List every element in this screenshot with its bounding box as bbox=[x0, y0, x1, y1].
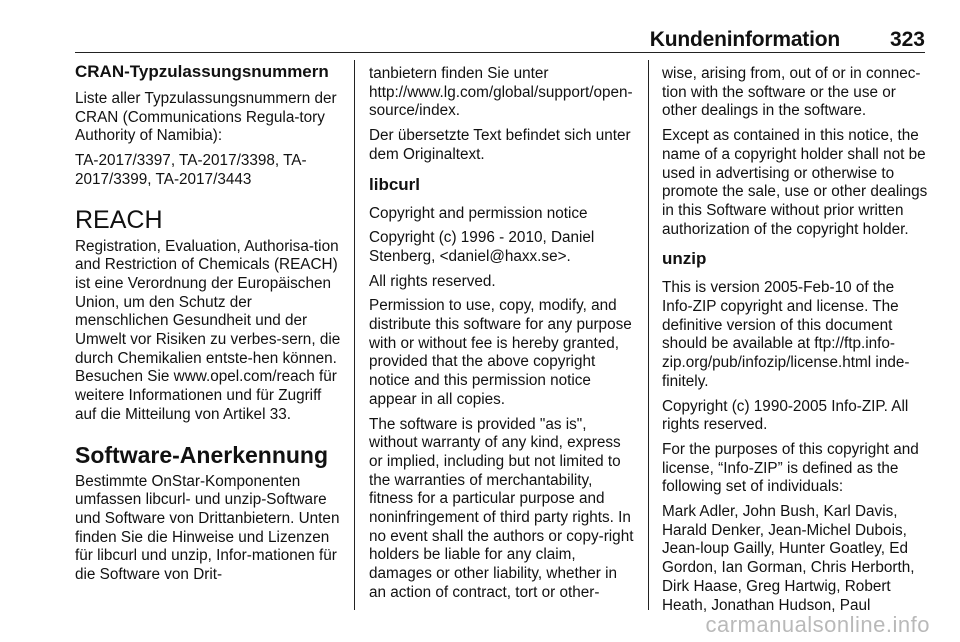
page-number: 323 bbox=[889, 28, 925, 51]
column-2 bbox=[369, 65, 634, 609]
warranty-continued: wise, arising from, out of or in connec-tion with the software or the use or other dealings in the software. bbox=[662, 65, 921, 120]
permission-paragraph: Permission to use, copy, modify, and distribute this software for any purpose with or without fee is hereby granted, provided that the above copyright notice and this permission notice appear in all copies. bbox=[369, 297, 632, 408]
software-heading: Software-Anerkennung bbox=[75, 441, 329, 468]
individuals-list: Mark Adler, John Bush, Karl Davis, Harald Denker, Jean-Michel Dubois, Jean-loup Gailly, Hunter Goatley, Ed Gordon, Ian Gorman, Chris Herborth, Dirk Haase, Greg Hartwig, Robert Heath, Jonathan Hudson, Paul bbox=[662, 503, 915, 614]
reach-paragraph: Registration, Evaluation, Authorisa-tion and Restriction of Chemicals (REACH) ist eine Verordnung der Europäischen Union, um den Schutz der menschlichen Gesundheit und der Umwelt vor Risiken zu verbes-sern, die durch Chemikalien entste-hen können. Besuchen Sie www.opel.com/reach für weitere Informationen und für Zugriff auf die Mitteilung von Artikel 33. bbox=[75, 237, 341, 423]
page-header bbox=[75, 24, 925, 52]
unzip-version: This is version 2005-Feb-10 of the Info-ZIP copyright and license. The definitive version of this document should be available at ftp://ftp.info-zip.org/pub/infozip/license.html inde-finitely. bbox=[662, 279, 910, 390]
page-title: Kundeninformation bbox=[649, 28, 840, 51]
unzip-copyright: Copyright (c) 1990-2005 Info-ZIP. All rights reserved. bbox=[662, 397, 909, 434]
column-1 bbox=[75, 60, 345, 591]
cran-numbers: TA-2017/3397, TA-2017/3398, TA-2017/3399, TA-2017/3443 bbox=[75, 152, 307, 188]
libcurl-heading: libcurl bbox=[369, 174, 421, 194]
url-paragraph: tanbietern finden Sie unter http://www.lg.com/global/support/open-source/index. bbox=[369, 65, 633, 120]
warranty-paragraph: The software is provided "as is", without warranty of any kind, express or implied, including but not limited to the warranties of merchantability, fitness for a particular purpose and noninfringement of third party rights. In no event shall the authors or copy-right holders be liable for any claim, damages or other liability, whether in an action of contract, tort or other- bbox=[369, 415, 634, 601]
purposes-paragraph: For the purposes of this copyright and license, “Info-ZIP” is defined as the following set of individuals: bbox=[662, 440, 919, 496]
libcurl-copyright: Copyright (c) 1996 - 2010, Daniel Stenberg, <daniel@haxx.se>. bbox=[369, 229, 595, 265]
watermark: carmanualsonline.info bbox=[705, 612, 930, 637]
copyright-notice-label: Copyright and permission notice bbox=[369, 204, 588, 222]
except-paragraph: Except as contained in this notice, the name of a copyright holder shall not be used in advertising or otherwise to promote the sale, use or other dealings in this Software without prior written authorization of the copyright holder. bbox=[662, 127, 928, 238]
reach-heading: REACH bbox=[75, 205, 163, 234]
column-3 bbox=[662, 65, 928, 621]
cran-paragraph: Liste aller Typzulassungsnummern der CRAN (Communications Regula-tory Authority of Namibia): bbox=[75, 90, 337, 145]
software-paragraph: Bestimmte OnStar-Komponenten umfassen libcurl- und unzip-Software und Software von Drittanbietern. Unten finden Sie die Hinweise und Lizenzen für libcurl und unzip, Infor-mationen für die Software von Drit- bbox=[75, 472, 340, 584]
unzip-heading: unzip bbox=[662, 249, 707, 269]
translated-note: Der übersetzte Text befindet sich unter dem Originaltext. bbox=[369, 127, 631, 163]
column-divider bbox=[354, 60, 355, 610]
header-rule bbox=[75, 52, 925, 53]
column-divider bbox=[648, 60, 649, 610]
cran-heading: CRAN-Typzulassungsnummern bbox=[75, 62, 329, 81]
rights-reserved: All rights reserved. bbox=[369, 272, 496, 290]
